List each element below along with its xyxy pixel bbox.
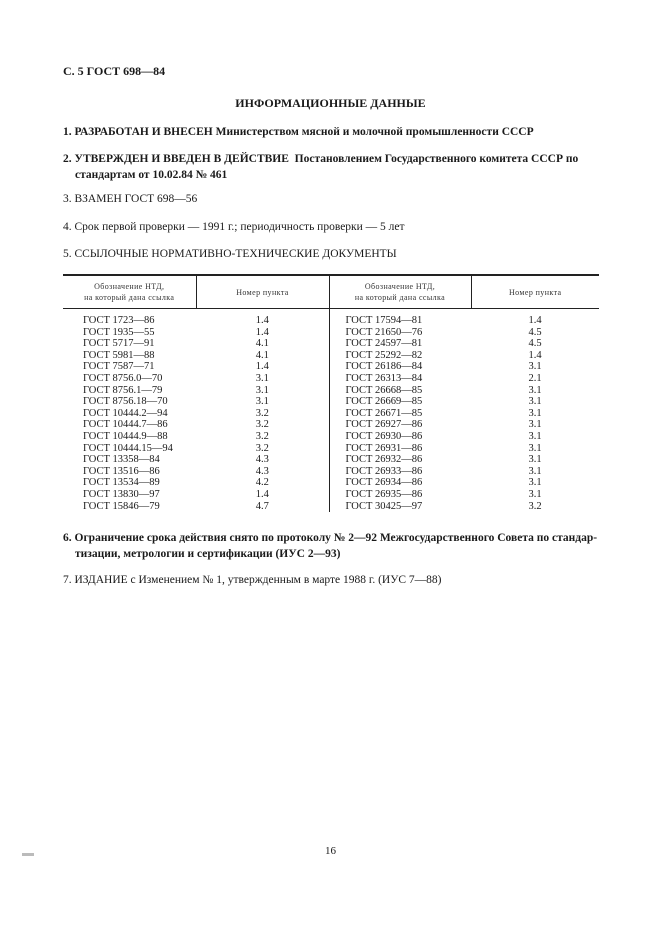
ref-point-right: 3.1	[528, 361, 542, 373]
ref-point-right: 3.1	[528, 430, 542, 442]
references-table-body	[63, 309, 599, 513]
ref-point-left: 3.2	[255, 407, 269, 419]
ref-designation-left: ГОСТ 13358—84	[83, 454, 160, 466]
ref-point-left: 1.4	[255, 315, 269, 326]
ref-designation-left: ГОСТ 5717—91	[83, 338, 155, 350]
ref-designation-right: ГОСТ 26313—84	[329, 373, 471, 385]
table-row	[63, 373, 599, 385]
ref-point-left: 3.1	[255, 384, 269, 396]
ref-designation-right: ГОСТ 26930—86	[329, 431, 471, 443]
ref-designation-left: ГОСТ 8756.1—79	[83, 384, 163, 396]
ref-point-left: 4.2	[255, 477, 269, 489]
header-point-right: Номер пункта	[471, 275, 599, 309]
ref-point-right: 3.2	[528, 500, 542, 512]
ref-designation-right: ГОСТ 17594—81	[329, 309, 471, 327]
ref-designation-left: ГОСТ 1723—86	[83, 315, 155, 326]
ref-designation-left: ГОСТ 13534—89	[83, 477, 160, 489]
ref-point-left: 3.2	[255, 430, 269, 442]
ref-point-right: 3.1	[528, 442, 542, 454]
info-item-3: 3. ВЗАМЕН ГОСТ 698—56	[63, 193, 198, 205]
ref-designation-right: ГОСТ 30425—97	[329, 501, 471, 513]
ref-point-right: 3.1	[528, 384, 542, 396]
ref-designation-left: ГОСТ 13516—86	[83, 465, 160, 477]
ref-point-left: 4.3	[255, 465, 269, 477]
section-title: ИНФОРМАЦИОННЫЕ ДАННЫЕ	[235, 96, 426, 110]
ref-designation-right: ГОСТ 25292—82	[329, 350, 471, 362]
table-header-row	[63, 275, 599, 309]
header-point-left: Номер пункта	[196, 275, 329, 309]
ref-point-right: 3.1	[528, 465, 542, 477]
table-row	[63, 431, 599, 443]
info-item-2	[63, 151, 603, 183]
ref-designation-right: ГОСТ 26935—86	[329, 489, 471, 501]
ref-point-right: 3.1	[528, 419, 542, 431]
table-row	[63, 327, 599, 339]
info-item-6	[63, 530, 603, 562]
header-designation-left: Обозначение НТД, на который дана ссылка	[63, 275, 196, 309]
table-row	[63, 385, 599, 397]
ref-designation-left: ГОСТ 5981—88	[83, 349, 155, 361]
ref-designation-right: ГОСТ 26186—84	[329, 361, 471, 373]
ref-designation-right: ГОСТ 24597—81	[329, 338, 471, 350]
ref-point-left: 4.1	[255, 349, 269, 361]
ref-designation-right: ГОСТ 26931—86	[329, 443, 471, 455]
ref-designation-left: ГОСТ 1935—55	[83, 326, 155, 338]
header-designation-right: Обозначение НТД, на который дана ссылка	[329, 275, 471, 309]
item-2-lead: 2. УТВЕРЖДЕН И ВВЕДЕН В ДЕЙСТВИЕ	[63, 153, 289, 165]
ref-point-right: 4.5	[528, 338, 542, 350]
item-1-text: Министерством мясной и молочной промышленности СССР	[215, 126, 534, 138]
item-6-text-line2: тизации, метрологии и сертификации (ИУС 2—93)	[75, 548, 341, 560]
table-row	[63, 338, 599, 350]
ref-point-right: 1.4	[528, 315, 542, 326]
references-table	[63, 274, 599, 512]
item-2-text: Постановлением Государственного комитета СССР по	[294, 153, 579, 165]
ref-point-left: 4.1	[255, 338, 269, 350]
ref-designation-left: ГОСТ 10444.2—94	[83, 407, 168, 419]
info-item-4: 4. Срок первой проверки — 1991 г.; периодичность проверки — 5 лет	[63, 221, 405, 233]
ref-point-left: 1.4	[255, 326, 269, 338]
ref-point-left: 3.2	[255, 442, 269, 454]
table-row	[63, 408, 599, 420]
ref-point-right: 3.1	[528, 454, 542, 466]
ref-designation-left: ГОСТ 15846—79	[83, 500, 160, 512]
page-header: С. 5 ГОСТ 698—84	[63, 64, 166, 78]
page-number: 16	[325, 845, 336, 857]
ref-designation-left: ГОСТ 8756.0—70	[83, 372, 163, 384]
item-6-text: 6. Ограничение срока действия снято по протоколу № 2—92 Межгосударственного Совета по стандар-	[63, 532, 598, 544]
info-item-1	[63, 124, 603, 140]
ref-point-left: 3.1	[255, 396, 269, 408]
ref-point-right: 1.4	[528, 349, 542, 361]
ref-point-left: 4.7	[255, 500, 269, 512]
ref-designation-right: ГОСТ 26671—85	[329, 408, 471, 420]
ref-designation-left: ГОСТ 10444.15—94	[83, 442, 173, 454]
ref-designation-left: ГОСТ 13830—97	[83, 488, 160, 500]
ref-designation-left: ГОСТ 7587—71	[83, 361, 155, 373]
ref-point-right: 3.1	[528, 407, 542, 419]
table-row	[63, 419, 599, 431]
ref-designation-left: ГОСТ 8756.18—70	[83, 396, 168, 408]
ref-designation-right: ГОСТ 26932—86	[329, 454, 471, 466]
ref-designation-left: ГОСТ 10444.7—86	[83, 419, 168, 431]
ref-point-left: 1.4	[255, 361, 269, 373]
ref-designation-right: ГОСТ 26933—86	[329, 466, 471, 478]
ref-designation-right: ГОСТ 26934—86	[329, 477, 471, 489]
table-row	[63, 501, 599, 513]
ref-point-right: 3.1	[528, 396, 542, 408]
item-2-text-line2: стандартам от 10.02.84 № 461	[75, 169, 228, 181]
ref-point-left: 3.1	[255, 372, 269, 384]
item-1-lead: 1. РАЗРАБОТАН И ВНЕСЕН	[63, 126, 213, 138]
info-item-7: 7. ИЗДАНИЕ с Изменением № 1, утвержденным в марте 1988 г. (ИУС 7—88)	[63, 574, 442, 586]
ref-point-left: 4.3	[255, 454, 269, 466]
ref-designation-right: ГОСТ 26927—86	[329, 419, 471, 431]
table-row	[63, 489, 599, 501]
ref-designation-right: ГОСТ 21650—76	[329, 327, 471, 339]
ref-designation-left: ГОСТ 10444.9—88	[83, 430, 168, 442]
ref-point-right: 3.1	[528, 488, 542, 500]
ref-point-right: 2.1	[528, 372, 542, 384]
table-row	[63, 309, 599, 327]
ref-point-right: 3.1	[528, 477, 542, 489]
ref-point-left: 1.4	[255, 488, 269, 500]
ref-point-left: 3.2	[255, 419, 269, 431]
ref-designation-right: ГОСТ 26668—85	[329, 385, 471, 397]
table-row	[63, 466, 599, 478]
table-row	[63, 477, 599, 489]
table-row	[63, 396, 599, 408]
table-row	[63, 443, 599, 455]
scan-mark	[22, 853, 34, 856]
table-row	[63, 361, 599, 373]
ref-point-right: 4.5	[528, 326, 542, 338]
table-row	[63, 350, 599, 362]
table-row	[63, 454, 599, 466]
info-item-5: 5. ССЫЛОЧНЫЕ НОРМАТИВНО-ТЕХНИЧЕСКИЕ ДОКУМЕНТЫ	[63, 248, 397, 260]
ref-designation-right: ГОСТ 26669—85	[329, 396, 471, 408]
